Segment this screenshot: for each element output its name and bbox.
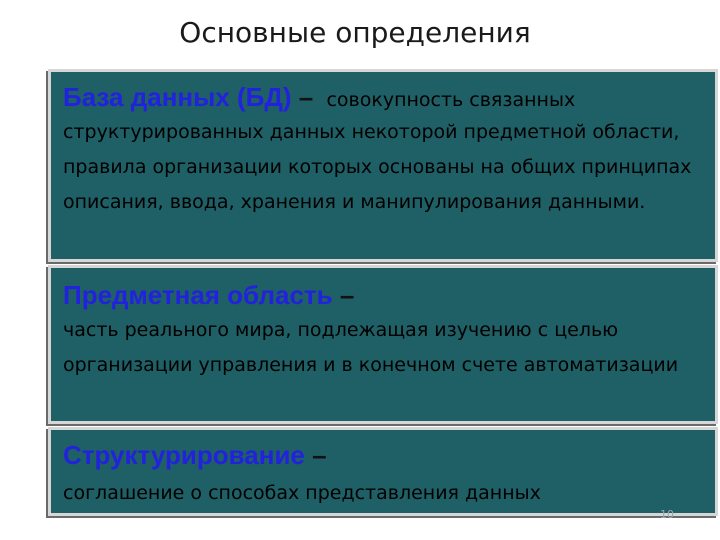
slide-title: Основные определения (179, 16, 531, 49)
definition-text-start: совокупность связанных (326, 89, 576, 111)
definition-term (63, 82, 575, 113)
term-dash: – (298, 82, 314, 112)
definition-term (63, 280, 354, 311)
page-number: 10 (660, 508, 674, 521)
definition-card-database (48, 69, 718, 262)
definition-text: структурированных данных некоторой предметной области, правила организации которых основаны на общих принципах описания, ввода, хранения и манипулирования данными. (63, 121, 692, 213)
term-label: База данных (БД) (63, 82, 292, 112)
definition-text: часть реального мира, подлежащая изучению с целью организации управления и в конечном счете автоматизации (63, 319, 679, 376)
term-label: Предметная область (63, 280, 333, 310)
definition-term (63, 440, 327, 471)
definition-text: соглашение о способах представления данных (63, 482, 541, 504)
term-dash: – (312, 440, 327, 470)
term-label: Структурирование (63, 440, 305, 470)
definition-card-subject-area (48, 265, 718, 424)
term-dash: – (339, 280, 355, 310)
definition-card-structuring (48, 427, 718, 516)
